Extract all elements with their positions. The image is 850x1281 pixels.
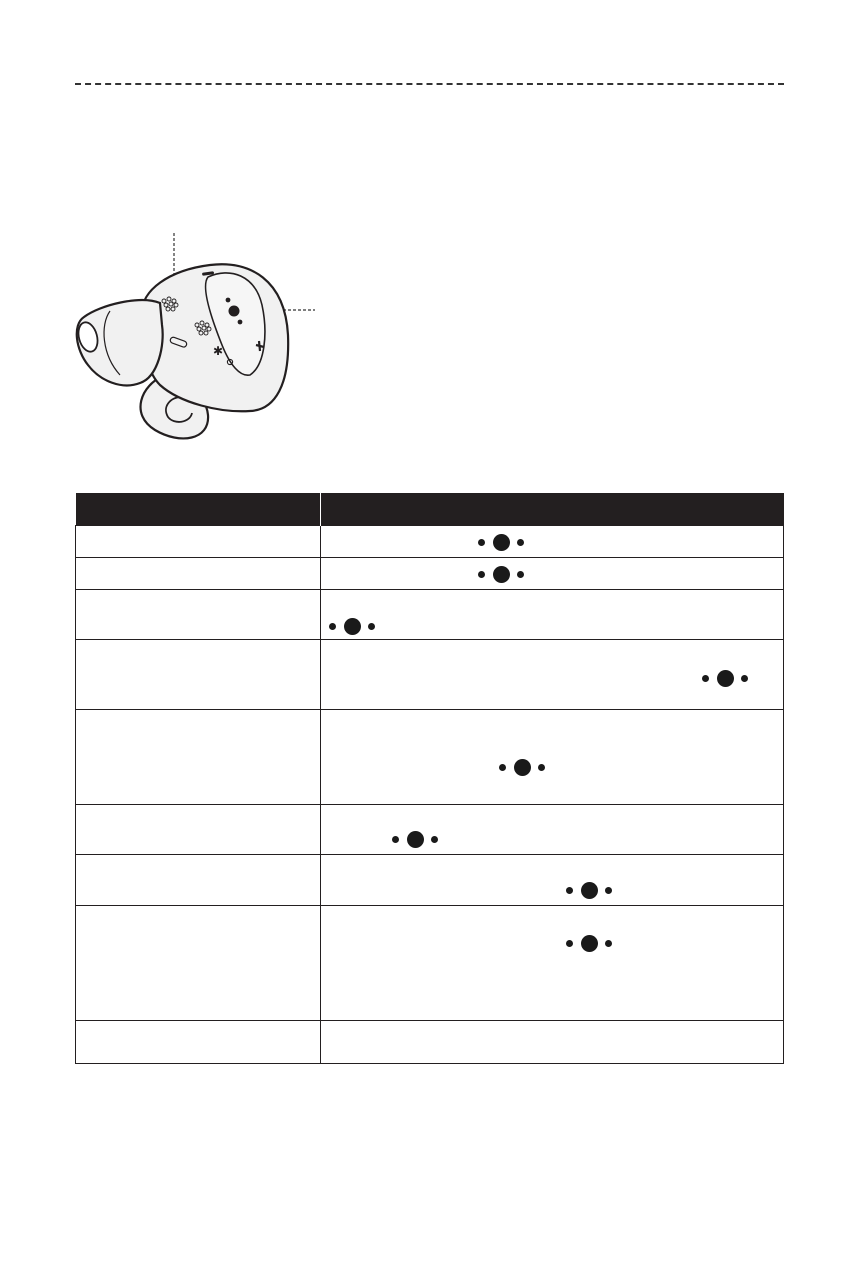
table-row bbox=[76, 640, 784, 710]
description-cell bbox=[321, 526, 784, 558]
description-cell bbox=[321, 805, 784, 855]
description-cell bbox=[321, 906, 784, 1021]
multifunction-button-icon bbox=[229, 306, 240, 317]
press-and-hold-symbol bbox=[329, 616, 375, 636]
table-row bbox=[76, 1021, 784, 1064]
action-cell bbox=[76, 855, 321, 906]
action-cell bbox=[76, 558, 321, 590]
description-cell bbox=[321, 590, 784, 640]
action-cell bbox=[76, 710, 321, 805]
description-cell bbox=[321, 558, 784, 590]
table-header-row bbox=[76, 493, 784, 526]
press-and-hold-symbol bbox=[702, 668, 748, 688]
action-cell bbox=[76, 906, 321, 1021]
table-row bbox=[76, 855, 784, 906]
description-cell bbox=[321, 710, 784, 805]
press-and-hold-symbol bbox=[478, 564, 524, 584]
description-cell bbox=[321, 640, 784, 710]
header-what-to-do bbox=[321, 493, 784, 526]
action-cell bbox=[76, 590, 321, 640]
press-and-hold-symbol bbox=[478, 532, 524, 552]
table-row bbox=[76, 590, 784, 640]
press-and-hold-symbol bbox=[499, 757, 545, 777]
press-and-hold-symbol bbox=[566, 933, 612, 953]
header-function bbox=[76, 493, 321, 526]
description-cell bbox=[321, 1021, 784, 1064]
header-rule bbox=[75, 83, 784, 85]
table-row bbox=[76, 526, 784, 558]
description-cell bbox=[321, 855, 784, 906]
bluetooth-icon: ✱ bbox=[213, 344, 224, 358]
table-row bbox=[76, 710, 784, 805]
action-cell bbox=[76, 805, 321, 855]
action-cell bbox=[76, 640, 321, 710]
action-cell bbox=[76, 526, 321, 558]
press-and-hold-symbol bbox=[566, 880, 612, 900]
earbud-illustration bbox=[70, 225, 330, 455]
table-row bbox=[76, 558, 784, 590]
function-table bbox=[75, 493, 784, 1064]
press-and-hold-symbol bbox=[392, 829, 438, 849]
button-dot-bottom bbox=[238, 320, 243, 325]
action-cell bbox=[76, 1021, 321, 1064]
button-dot-top bbox=[226, 298, 231, 303]
table-row bbox=[76, 906, 784, 1021]
table-row bbox=[76, 805, 784, 855]
